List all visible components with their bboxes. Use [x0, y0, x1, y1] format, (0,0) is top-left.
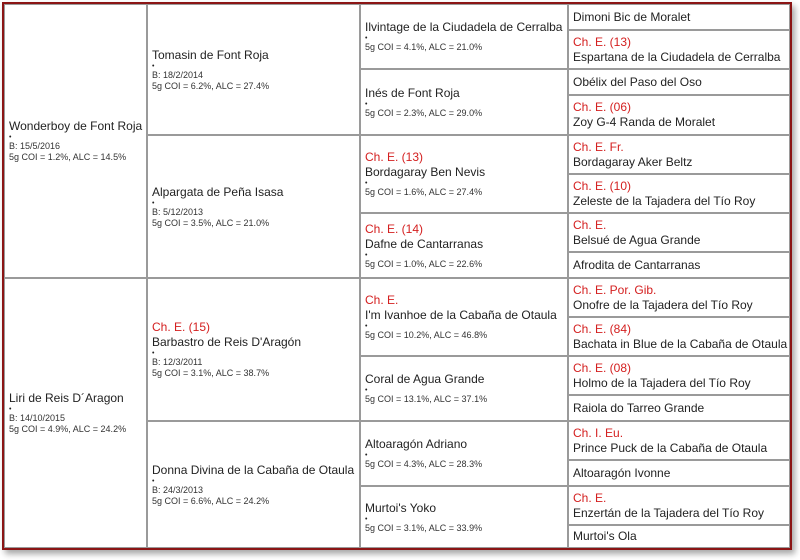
pedigree-cell-gen4	[568, 213, 790, 252]
birth-date: B: 18/2/2014	[152, 69, 204, 80]
coi-alc-stats: 5g COI = 13.1%, ALC = 37.1%	[365, 394, 488, 404]
pedigree-cell-gen4	[568, 525, 790, 548]
pedigree-cell-gen4	[568, 421, 790, 460]
dog-name-link[interactable]: Dimoni Bic de Moralet	[573, 9, 691, 24]
dog-name-link[interactable]: Murtoi's Ola	[573, 529, 637, 543]
bullet-marker: •	[365, 452, 368, 459]
dog-name-link[interactable]: Liri de Reis D´Aragon	[9, 391, 124, 405]
dog-name-link[interactable]: Alpargata de Peña Isasa	[152, 184, 284, 199]
bullet-marker: •	[152, 477, 155, 485]
coi-alc-stats: 5g COI = 10.2%, ALC = 46.8%	[365, 330, 488, 340]
dog-name-link[interactable]: Bordagaray Aker Beltz	[573, 154, 693, 169]
coi-alc-stats: 5g COI = 6.6%, ALC = 24.2%	[152, 495, 270, 506]
bullet-marker: •	[365, 323, 368, 330]
pedigree-cell-gen4	[568, 30, 790, 69]
birth-date: B: 24/3/2013	[152, 484, 204, 495]
pedigree-cell-gen3	[360, 4, 568, 69]
pedigree-cell-gen3	[360, 278, 568, 356]
coi-alc-stats: 5g COI = 4.9%, ALC = 24.2%	[9, 424, 127, 434]
dog-name-link[interactable]: Dafne de Cantarranas	[365, 236, 484, 251]
coi-alc-stats: 5g COI = 4.1%, ALC = 21.0%	[365, 42, 483, 52]
pedigree-cell-gen3	[360, 69, 568, 135]
coi-alc-stats: 5g COI = 1.0%, ALC = 22.6%	[365, 258, 483, 269]
dog-name-link[interactable]: Onofre de la Tajadera del Tío Roy	[573, 297, 753, 312]
pedigree-table	[2, 2, 792, 550]
pedigree-cell-gen1	[4, 4, 147, 278]
pedigree-cell-gen3	[360, 135, 568, 213]
pedigree-cell-gen2	[147, 278, 360, 421]
dog-name-link[interactable]: Coral de Agua Grande	[365, 372, 485, 386]
bullet-marker: •	[152, 199, 155, 207]
dog-name-link[interactable]: Raiola do Tarreo Grande	[573, 400, 705, 415]
dog-name-link[interactable]: I'm Ivanhoe de la Cabaña de Otaula	[365, 308, 557, 322]
pedigree-cell-gen1	[4, 278, 147, 548]
pedigree-cell-gen4	[568, 486, 790, 525]
dog-name-link[interactable]: Bachata in Blue de la Cabaña de Otaula	[573, 336, 788, 351]
dog-name-link[interactable]: Enzertán de la Tajadera del Tío Roy	[573, 505, 765, 520]
pedigree-cell-gen4	[568, 252, 790, 278]
dog-title: Ch. E. (14)	[365, 221, 424, 236]
dog-title: Ch. E. Por. Gib.	[573, 282, 657, 297]
dog-name-link[interactable]: Ilvintage de la Ciudadela de Cerralba	[365, 20, 563, 34]
pedigree-cell-gen3	[360, 486, 568, 548]
dog-title: Ch. E. Fr.	[573, 139, 624, 154]
bullet-marker: •	[9, 134, 12, 141]
bullet-marker: •	[152, 350, 155, 357]
coi-alc-stats: 5g COI = 6.2%, ALC = 27.4%	[152, 80, 270, 91]
dog-name-link[interactable]: Donna Divina de la Cabaña de Otaula	[152, 462, 355, 477]
dog-name-link[interactable]: Zoy G-4 Randa de Moralet	[573, 115, 716, 129]
birth-date: B: 14/10/2015	[9, 413, 66, 423]
dog-name-link[interactable]: Prince Puck de la Cabaña de Otaula	[573, 440, 768, 455]
birth-date: B: 5/12/2013	[152, 206, 204, 217]
dog-name-link[interactable]: Wonderboy de Font Roja	[9, 119, 143, 133]
pedigree-cell-gen4	[568, 95, 790, 135]
dog-name-link[interactable]: Espartana de la Ciudadela de Cerralba	[573, 49, 781, 64]
dog-name-link[interactable]: Afrodita de Cantarranas	[573, 257, 701, 272]
bullet-marker: •	[365, 100, 368, 108]
coi-alc-stats: 5g COI = 3.5%, ALC = 21.0%	[152, 217, 270, 228]
pedigree-cell-gen3	[360, 213, 568, 278]
bullet-marker: •	[152, 62, 155, 70]
coi-alc-stats: 5g COI = 4.3%, ALC = 28.3%	[365, 459, 483, 469]
dog-name-link[interactable]: Inés de Font Roja	[365, 85, 460, 100]
bullet-marker: •	[365, 515, 368, 523]
dog-title: Ch. E. (15)	[152, 320, 211, 334]
bullet-marker: •	[365, 251, 368, 259]
pedigree-cell-gen4	[568, 395, 790, 421]
dog-title: Ch. E. (84)	[573, 321, 632, 336]
bullet-marker: •	[9, 406, 12, 413]
dog-title: Ch. E.	[365, 293, 399, 307]
birth-date: B: 15/5/2016	[9, 141, 61, 151]
dog-title: Ch. I. Eu.	[573, 425, 624, 440]
dog-name-link[interactable]: Obélix del Paso del Oso	[573, 74, 702, 89]
coi-alc-stats: 5g COI = 1.2%, ALC = 14.5%	[9, 152, 127, 162]
pedigree-cell-gen4	[568, 69, 790, 95]
dog-name-link[interactable]: Altoaragón Ivonne	[573, 465, 671, 480]
dog-title: Ch. E.	[573, 490, 607, 505]
dog-name-link[interactable]: Altoaragón Adriano	[365, 437, 468, 451]
birth-date: B: 12/3/2011	[152, 357, 203, 367]
pedigree-cell-gen4	[568, 278, 790, 317]
dog-name-link[interactable]: Murtoi's Yoko	[365, 500, 436, 515]
dog-name-link[interactable]: Belsué de Agua Grande	[573, 232, 701, 247]
bullet-marker: •	[365, 180, 368, 187]
dog-name-link[interactable]: Tomasin de Font Roja	[152, 47, 269, 62]
pedigree-cell-gen4	[568, 4, 790, 30]
pedigree-cell-gen2	[147, 421, 360, 548]
dog-title: Ch. E. (13)	[573, 34, 632, 49]
dog-name-link[interactable]: Zeleste de la Tajadera del Tío Roy	[573, 193, 756, 208]
dog-title: Ch. E. (13)	[365, 150, 424, 164]
coi-alc-stats: 5g COI = 3.1%, ALC = 38.7%	[152, 368, 270, 378]
pedigree-cell-gen2	[147, 4, 360, 135]
dog-name-link[interactable]: Barbastro de Reis D'Aragón	[152, 335, 302, 349]
dog-title: Ch. E.	[573, 217, 607, 232]
bullet-marker: •	[365, 35, 368, 42]
pedigree-cell-gen4	[568, 356, 790, 395]
pedigree-cell-gen4	[568, 174, 790, 213]
coi-alc-stats: 5g COI = 3.1%, ALC = 33.9%	[365, 522, 483, 533]
dog-title: Ch. E. (10)	[573, 178, 632, 193]
pedigree-cell-gen3	[360, 421, 568, 486]
bullet-marker: •	[365, 387, 368, 394]
pedigree-cell-gen4	[568, 460, 790, 486]
coi-alc-stats: 5g COI = 1.6%, ALC = 27.4%	[365, 187, 483, 197]
pedigree-cell-gen3	[360, 356, 568, 421]
pedigree-cell-gen2	[147, 135, 360, 278]
dog-title: Ch. E. (06)	[573, 100, 632, 114]
dog-title: Ch. E. (08)	[573, 360, 632, 375]
pedigree-cell-gen4	[568, 317, 790, 356]
pedigree-cell-gen4	[568, 135, 790, 174]
dog-name-link[interactable]: Holmo de la Tajadera del Tío Roy	[573, 375, 751, 390]
dog-name-link[interactable]: Bordagaray Ben Nevis	[365, 165, 486, 179]
coi-alc-stats: 5g COI = 2.3%, ALC = 29.0%	[365, 107, 483, 118]
